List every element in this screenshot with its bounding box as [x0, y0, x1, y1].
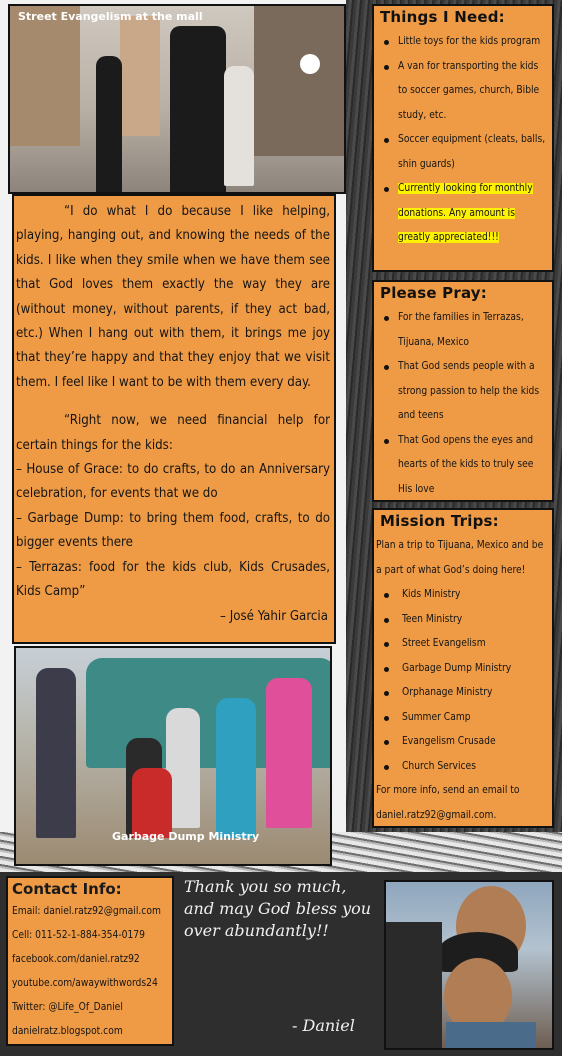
panel-title: Please Pray: — [380, 284, 487, 302]
photo-person — [170, 26, 226, 194]
thank-you-message: Thank you so much, and may God bless you over abundantly!! — [184, 877, 372, 940]
contact-blog[interactable]: danielratz.blogspot.com — [12, 1026, 123, 1037]
list-item: Teen Ministry — [380, 608, 548, 633]
photo-person — [266, 678, 312, 828]
mission-trips-panel — [372, 508, 554, 828]
list-item: Street Evangelism — [380, 632, 548, 657]
list-item: Garbage Dump Ministry — [380, 657, 548, 682]
photo-caption-dump: Garbage Dump Ministry — [112, 830, 260, 843]
list-item: Little toys for the kids program — [380, 30, 548, 55]
photo-ball — [300, 54, 320, 74]
photo-person — [216, 698, 256, 838]
contact-youtube[interactable]: youtube.com/awaywithwords24 — [12, 978, 158, 989]
trips-intro: Plan a trip to Tijuana, Mexico and be a part of what God’s doing here! — [376, 540, 544, 576]
street-evangelism-photo — [8, 4, 346, 194]
contact-twitter[interactable]: Twitter: @Life_Of_Daniel — [12, 1002, 123, 1013]
please-pray-panel — [372, 280, 554, 502]
list-item: That God opens the eyes and hearts of the kids to truly see His love — [380, 429, 548, 503]
panel-title: Mission Trips: — [380, 512, 499, 530]
trips-outro: For more info, send an email to daniel.ratz92@gmail.com. — [376, 785, 520, 821]
list-item: Soccer equipment (cleats, balls, shin guards) — [380, 128, 548, 177]
pray-list — [380, 306, 548, 502]
contact-facebook[interactable]: facebook.com/daniel.ratz92 — [12, 954, 140, 965]
things-i-need-panel — [372, 4, 554, 272]
contact-info-panel — [6, 876, 174, 1046]
photo-person — [132, 768, 172, 838]
quote-signature: – José Yahir Garcia — [220, 608, 328, 624]
photo-storefront — [254, 6, 344, 156]
daniel-selfie-photo — [384, 880, 554, 1050]
trips-list — [380, 583, 548, 779]
list-item: A van for transporting the kids to soccer games, church, Bible study, etc. — [380, 55, 548, 129]
photo-caption-mall: Street Evangelism at the mall — [18, 10, 203, 23]
contact-email[interactable]: Email: daniel.ratz92@gmail.com — [12, 906, 161, 917]
list-item: Evangelism Crusade — [380, 730, 548, 755]
list-item-highlight — [380, 177, 548, 251]
photo-person — [386, 922, 442, 1050]
photo-person — [224, 66, 254, 186]
panel-title: Contact Info: — [12, 880, 122, 898]
list-item: Orphanage Ministry — [380, 681, 548, 706]
list-item: Church Services — [380, 755, 548, 780]
photo-wall — [10, 6, 80, 146]
photo-person — [36, 668, 76, 838]
quote-item: – Garbage Dump: to bring them food, crafts, to do bigger events there — [16, 510, 330, 551]
list-item: Kids Ministry — [380, 583, 548, 608]
contact-phone[interactable]: Cell: 011-52-1-884-354-0179 — [12, 930, 145, 941]
photo-pillar — [120, 16, 160, 136]
list-item: For the families in Terrazas, Tijuana, Mexico — [380, 306, 548, 355]
garbage-dump-ministry-photo — [14, 646, 332, 866]
list-item: Summer Camp — [380, 706, 548, 731]
needs-list — [380, 30, 548, 251]
quote-paragraph-1: “I do what I do because I like helping, playing, hanging out, and knowing the needs of the kids. I like when they smile when we have them see that God loves them exactly the way they are (without money, without parents, if they act bad, etc.) When I hang out with them, it brings me joy that they’re happy and that they enjoy that we visit them. I feel like I want to be with them every day. — [16, 204, 330, 390]
panel-title: Things I Need: — [380, 8, 505, 26]
quote-paragraph-2: “Right now, we need financial help for certain things for the kids: — [16, 413, 330, 453]
thank-you-signature: - Daniel — [292, 1016, 355, 1035]
testimony-quote-box — [12, 194, 336, 644]
list-item: That God sends people with a strong passion to help the kids and teens — [380, 355, 548, 429]
photo-shirt — [446, 1022, 536, 1050]
photo-person — [96, 56, 122, 194]
highlighted-text: Currently looking for monthly donations. Any amount is greatly appreciated!!! — [398, 183, 533, 243]
quote-item: – House of Grace: to do crafts, to do an Anniversary celebration, for events that we do — [16, 462, 330, 502]
quote-item: – Terrazas: food for the kids club, Kids Crusades, Kids Camp” — [16, 559, 330, 600]
